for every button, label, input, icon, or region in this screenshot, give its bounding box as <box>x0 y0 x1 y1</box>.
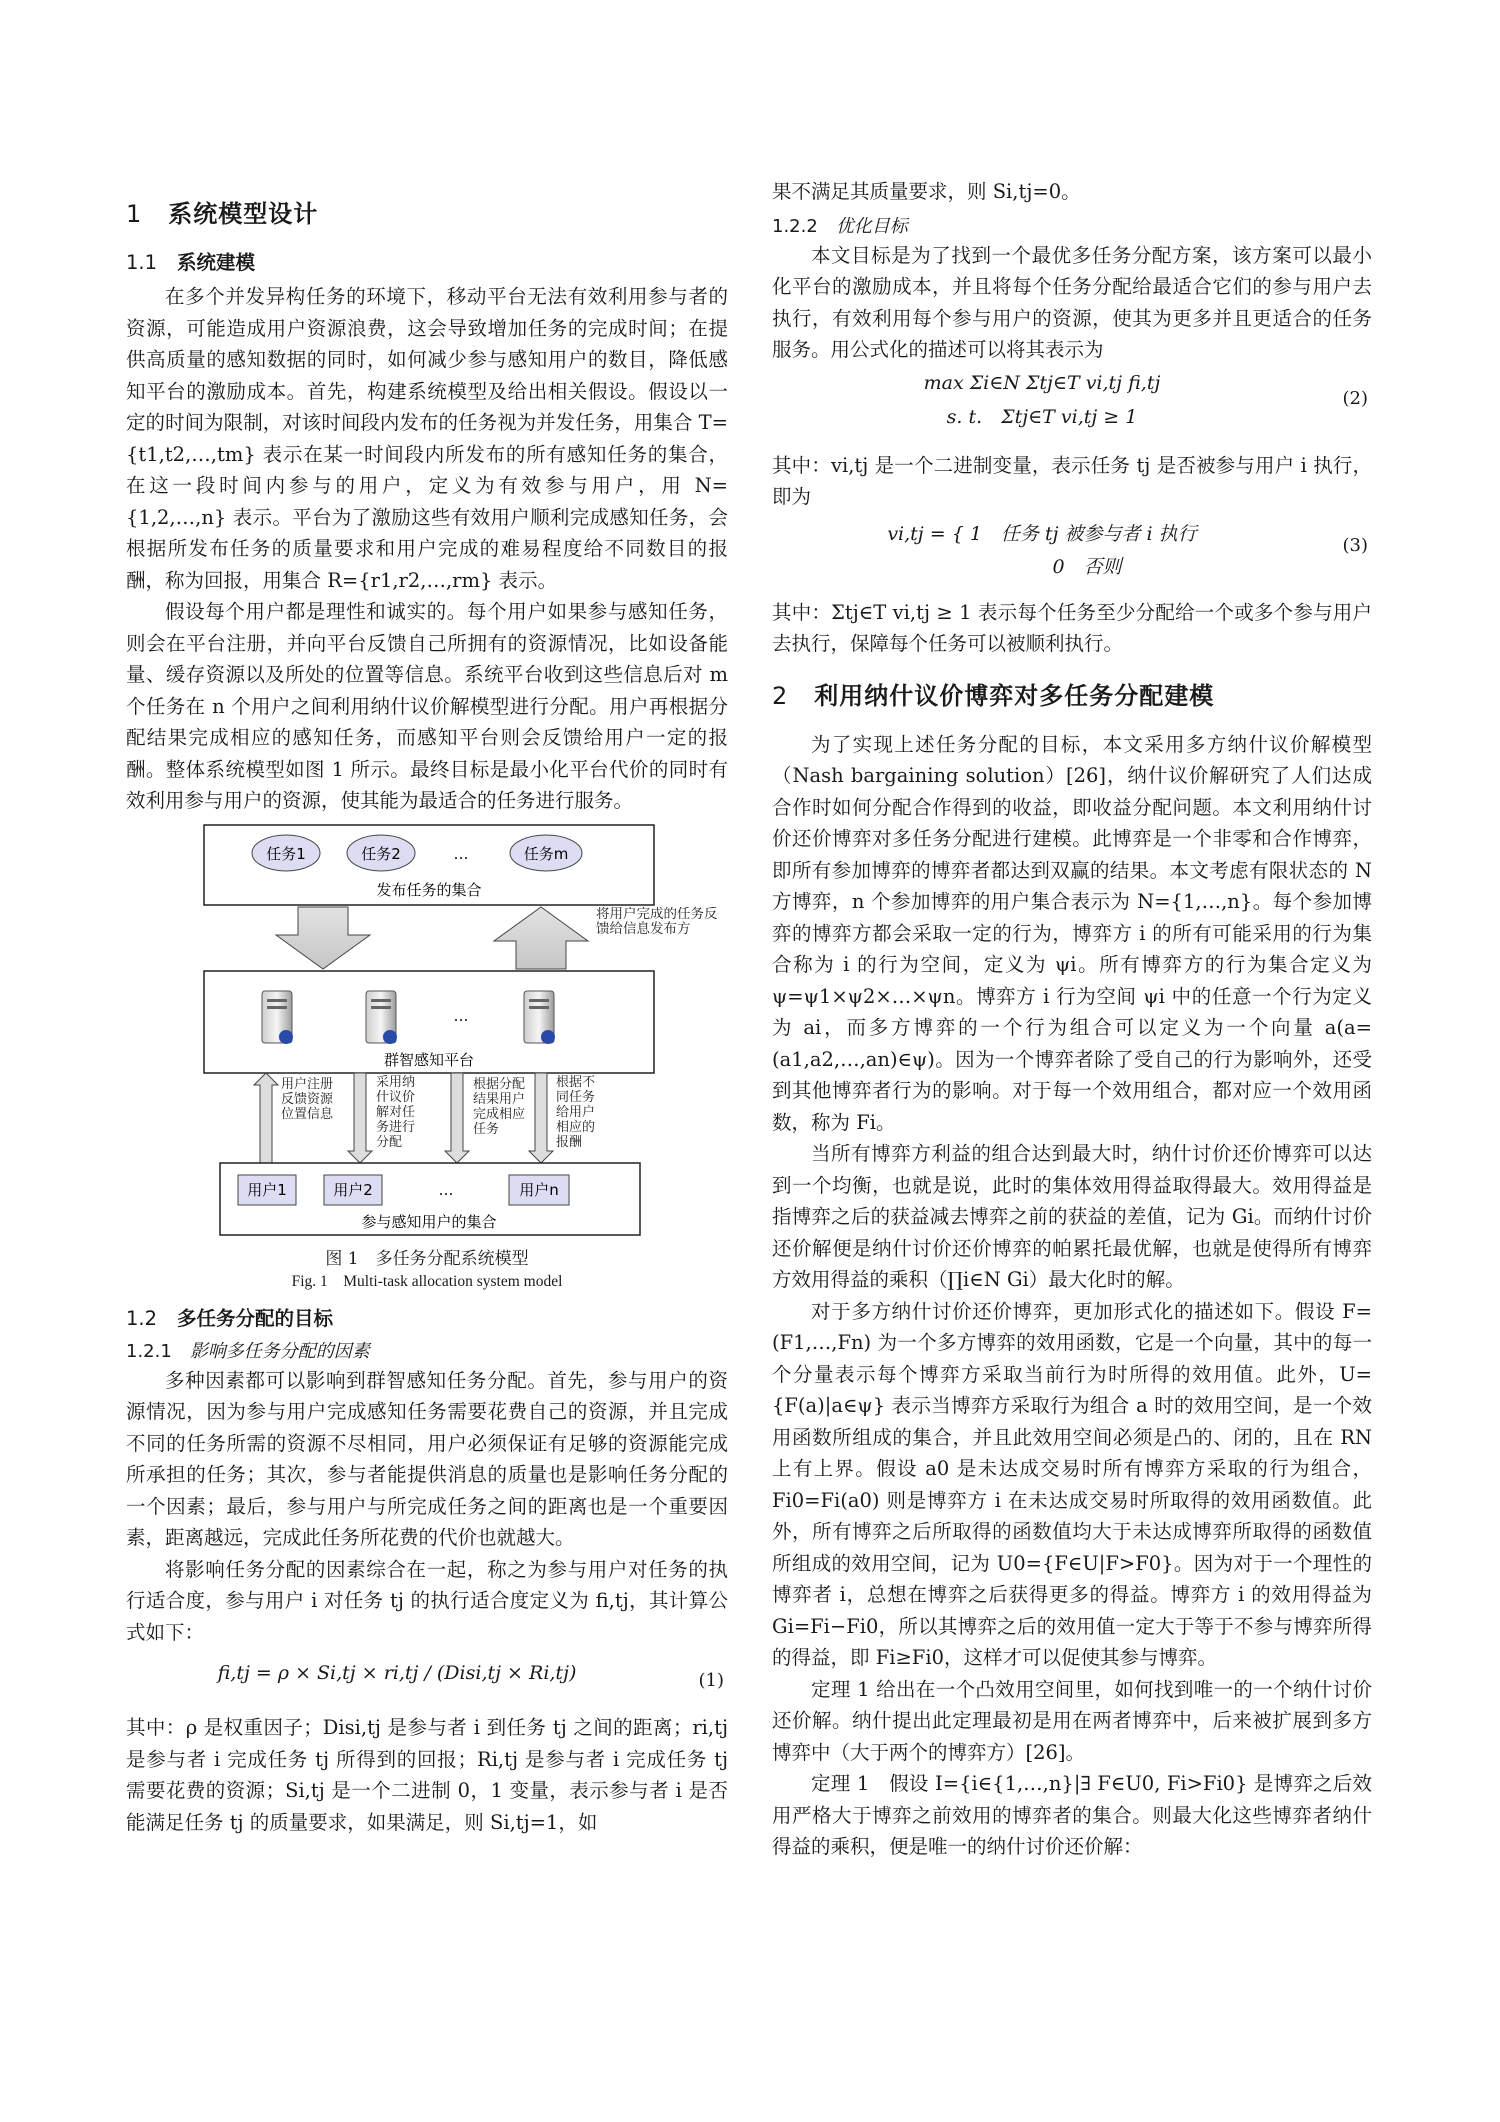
paragraph: 对于多方纳什讨价还价博弈，更加形式化的描述如下。假设 F=(F1,…,Fn) 为一个多方博弈的效用函数，它是一个向量，其中的每一个分量表示每个博弈方采取当前行为时所得的效用值。此外，U={F(a)|a∈ψ} 表示当博弈方采取行为组合 a 时的效用空间，是一个效用函数所组成的集合，并且此效用空间必须是凸的、闭的，且在 RN 上有上界。假设 a0 是未达成交易时所有博弈方采取的行为组合，Fi0=Fi(a0) 则是博弈方 i 在未达成交易时所取得的效用函数值。此外，所有博弈之后所取得的函数值均大于未达成博弈所取得的函数值所组成的效用空间，记为 U0={F∈U|F>F0}。因为对于一个理性的博弈者 i，总想在博弈之后获得更多的得益。博弈方 i 的效用得益为 Gi=Fi−Fi0，所以其博弈之后的效用值一定大于等于不参与博弈所得的得益，即 Fi≥Fi0，这样才可以促使其参与博弈。 <box>772 1299 1372 1669</box>
server-icon <box>524 991 555 1044</box>
subsection-number: 1.2 <box>126 1306 158 1330</box>
left-column <box>126 178 728 1838</box>
section-number: 1 <box>126 200 143 228</box>
arrow-label <box>556 1075 606 1161</box>
figure-1 <box>126 823 728 1293</box>
subsubsection-title: 影响多任务分配的因素 <box>189 1340 370 1362</box>
equation-line: vi,tj = { 1 任务 tj 被参与者 i 执行 <box>887 522 1197 545</box>
paragraph: 多种因素都可以影响到群智感知任务分配。首先，参与用户的资源情况，因为参与用户完成感知任务需要花费自己的资源，并且完成不同的任务所需的资源不尽相同，用户必须保证有足够的资源能完成所承担的任务；其次，参与者能提供消息的质量也是影响任务分配的一个因素；最后，参与用户与所完成任务之间的距离也是一个重要因素，距离越远，完成此任务所花费的代价也就越大。 <box>126 1368 728 1549</box>
arrow-label-text: 用户注册反馈资源位置信息 <box>281 1076 334 1122</box>
equation-line: 0 否则 <box>1052 555 1122 578</box>
section-heading <box>126 194 728 229</box>
section-number: 2 <box>772 681 789 710</box>
up-arrow-icon <box>494 907 588 969</box>
ellipsis: … <box>453 1006 469 1025</box>
equation-number: (3) <box>1342 534 1368 556</box>
users-set-label: 参与感知用户的集合 <box>361 1212 497 1231</box>
task-label: 任务m <box>523 844 569 863</box>
subsection-heading <box>126 247 728 275</box>
right-column <box>772 176 1372 1863</box>
ellipsis: … <box>453 844 469 863</box>
paragraph: 果不满足其质量要求，则 Si,tj=0。 <box>772 180 1081 203</box>
paragraph: 在多个并发异构任务的环境下，移动平台无法有效利用参与者的资源，可能造成用户资源浪费，这会导致增加任务的完成时间；在提供高质量的感知数据的同时，如何减少参与感知用户的数目，降低感知平台的激励成本。首先，构建系统模型及给出相关假设。假设以一定的时间为限制，对该时间段内发布的任务视为并发任务，用集合 T={t1,t2,…,tm} 表示在某一时间段内所发布的所有感知任务的集合，在这一段时间内参与的用户，定义为有效参与用户，用 N={1,2,…,n} 表示。平台为了激励这些有效用户顺利完成感知任务，会根据所发布任务的质量要求和用户完成的难易程度给不同数目的报酬，称为回报，用集合 R={r1,r2,…,rm} 表示。 <box>126 285 728 592</box>
subsubsection-number: 1.2.2 <box>772 215 818 237</box>
server-icon <box>262 991 293 1044</box>
down-arrow-icon <box>445 1073 469 1163</box>
paragraph: 当所有博弈方利益的组合达到最大时，纳什讨价还价博弈可以达到一个均衡，也就是说，此时的集体效用得益取得最大。效用得益是指博弈之后的获益减去博弈之前的获益的差值，记为 Gi。而纳什讨价还价解便是纳什讨价还价博弈的帕累托最优解，也就是使得所有博弈方效用得益的乘积（∏i∈N Gi）最大化时的解。 <box>772 1142 1372 1291</box>
paragraph: 将影响任务分配的因素综合在一起，称之为参与用户对任务的执行适合度，参与用户 i 对任务 tj 的执行适合度定义为 fi,tj，其计算公式如下： <box>126 1557 728 1644</box>
down-arrow-icon <box>348 1073 372 1163</box>
paragraph: 其中：vi,tj 是一个二进制变量，表示任务 tj 是否被参与用户 i 执行，即为 <box>772 453 1372 508</box>
paragraph: 其中：Σtj∈T vi,tj ≥ 1 表示每个任务至少分配给一个或多个参与用户去执行，保障每个任务可以被顺利执行。 <box>772 600 1372 655</box>
server-icon <box>366 991 397 1044</box>
feedback-note-text: 将用户完成的任务反馈给信息发布方 <box>596 906 718 937</box>
paragraph: 假设每个用户都是理性和诚实的。每个用户如果参与感知任务，则会在平台注册，并向平台反馈自己所拥有的资源情况，比如设备能量、缓存资源以及所处的位置等信息。系统平台收到这些信息后对 m 个任务在 n 个用户之间利用纳什议价解模型进行分配。用户再根据分配结果完成相应的感知任务，而感知平台则会反馈给用户一定的报酬。整体系统模型如图 1 所示。最终目标是最小化平台代价的同时有效利用参与用户的资源，使其能为最适合的任务进行服务。 <box>126 600 728 812</box>
equation-2 <box>772 366 1372 450</box>
paragraph: 定理 1 给出在一个凸效用空间里，如何找到唯一的一个纳什讨价还价解。纳什提出此定理最初是用在两者博弈中，后来被扩展到多方博弈中（大于两个的博弈方）[26]。 <box>772 1677 1372 1764</box>
subsubsection-number: 1.2.1 <box>126 1340 172 1362</box>
subsubsection-heading <box>126 1337 728 1363</box>
equation-body: fi,tj = ρ × Si,tj × ri,tj / (Disi,tj × Ri,tj) <box>217 1662 577 1684</box>
task-set-label: 发布任务的集合 <box>376 880 482 899</box>
paragraph: 其中：ρ 是权重因子；Disi,tj 是参与者 i 到任务 tj 之间的距离；ri,tj 是参与者 i 完成任务 tj 所得到的回报；Ri,tj 是参与者 i 完成任务 tj 需要花费的资源；Si,tj 是一个二进制 0，1 变量，表示参与者 i 是否能满足任务 tj 的质量要求，如果满足，则 Si,tj=1，如 <box>126 1716 728 1834</box>
section-title: 系统模型设计 <box>168 200 319 228</box>
subsection-title: 系统建模 <box>177 251 256 274</box>
equation-1 <box>126 1648 728 1712</box>
user-label: 用户n <box>519 1180 559 1199</box>
equation-number: (1) <box>698 1670 724 1691</box>
arrow-label-text: 根据不同任务给用户相应的报酬 <box>556 1074 596 1150</box>
platform-label: 群智感知平台 <box>383 1050 475 1069</box>
equation-3 <box>772 513 1372 597</box>
subsection-heading <box>126 1303 728 1331</box>
subsection-number: 1.1 <box>126 251 158 274</box>
paragraph: 本文目标是为了找到一个最优多任务分配方案，该方案可以最小化平台的激励成本，并且将每个任务分配给最适合它们的参与用户去执行，有效利用每个参与用户的资源，使其为更多并且更适合的任务服务。用公式化的描述可以将其表示为 <box>772 243 1372 361</box>
arrow-label-text: 根据分配结果用户完成相应任务 <box>473 1076 526 1137</box>
task-label: 任务2 <box>361 844 401 863</box>
down-arrow-icon <box>276 907 370 969</box>
task-label: 任务1 <box>266 844 306 863</box>
figure-caption-en: Fig. 1 Multi-task allocation system model <box>291 1272 563 1290</box>
equation-line: s. t. Σtj∈T vi,tj ≥ 1 <box>946 405 1138 428</box>
feedback-note <box>596 907 728 973</box>
section-heading <box>772 676 1372 711</box>
section-title: 利用纳什议价博弈对多任务分配建模 <box>814 681 1215 710</box>
subsubsection-title: 优化目标 <box>835 215 908 237</box>
ellipsis: … <box>438 1180 454 1199</box>
equation-body <box>772 372 1312 429</box>
arrow-label <box>376 1075 424 1159</box>
subsubsection-heading <box>772 212 1372 238</box>
system-model-diagram <box>126 823 728 1243</box>
arrow-label-text: 采用纳什议价解对任务进行分配 <box>376 1074 416 1150</box>
subsection-title: 多任务分配的目标 <box>177 1306 334 1330</box>
equation-body <box>772 519 1312 579</box>
paragraph: 定理 1 假设 I={i∈{1,…,n}|∃ F∈U0, Fi>Fi0} 是博弈之后效用严格大于博弈之前效用的博弈者的集合。则最大化这些博弈者纳什得益的乘积，便是唯一的纳什讨价还价解： <box>772 1772 1372 1858</box>
user-label: 用户2 <box>333 1180 373 1199</box>
up-arrow-icon <box>254 1073 278 1163</box>
arrow-label <box>473 1077 535 1159</box>
equation-line: max Σi∈N Σtj∈T vi,tj fi,tj <box>923 371 1161 394</box>
equation-number: (2) <box>1342 387 1368 409</box>
arrow-label <box>281 1077 345 1159</box>
paragraph: 为了实现上述任务分配的目标，本文采用多方纳什议价解模型（Nash bargaining solution）[26]，纳什议价解研究了人们达成合作时如何分配合作得到的收益，即收益分配问题。本文利用纳什讨价还价博弈对多任务分配进行建模。此博弈是一个非零和合作博弈，即所有参加博弈的博弈者都达到双赢的结果。本文考虑有限状态的 N 方博弈，n 个参加博弈的用户集合表示为 N={1,…,n}。每个参加博弈的博弈方都会采取一定的行为，博弈方 i 的所有可能采用的行为集合称为 i 的行为空间，定义为 ψi。所有博弈方的行为集合定义为 ψ=ψ1×ψ2×…×ψn。博弈方 i 行为空间 ψi 中的任意一个行为定义为 ai，而多方博弈的一个行为组合可以定义为一个向量 a(a=(a1,a2,…,an)∈ψ)。因为一个博弈者除了受自己的行为影响外，还受到其他博弈者行为的影响。对于每一个效用组合，都对应一个效用函数，称为 Fi。 <box>772 732 1372 1134</box>
figure-caption: 图 1 多任务分配系统模型 <box>325 1248 529 1269</box>
user-label: 用户1 <box>247 1180 287 1199</box>
